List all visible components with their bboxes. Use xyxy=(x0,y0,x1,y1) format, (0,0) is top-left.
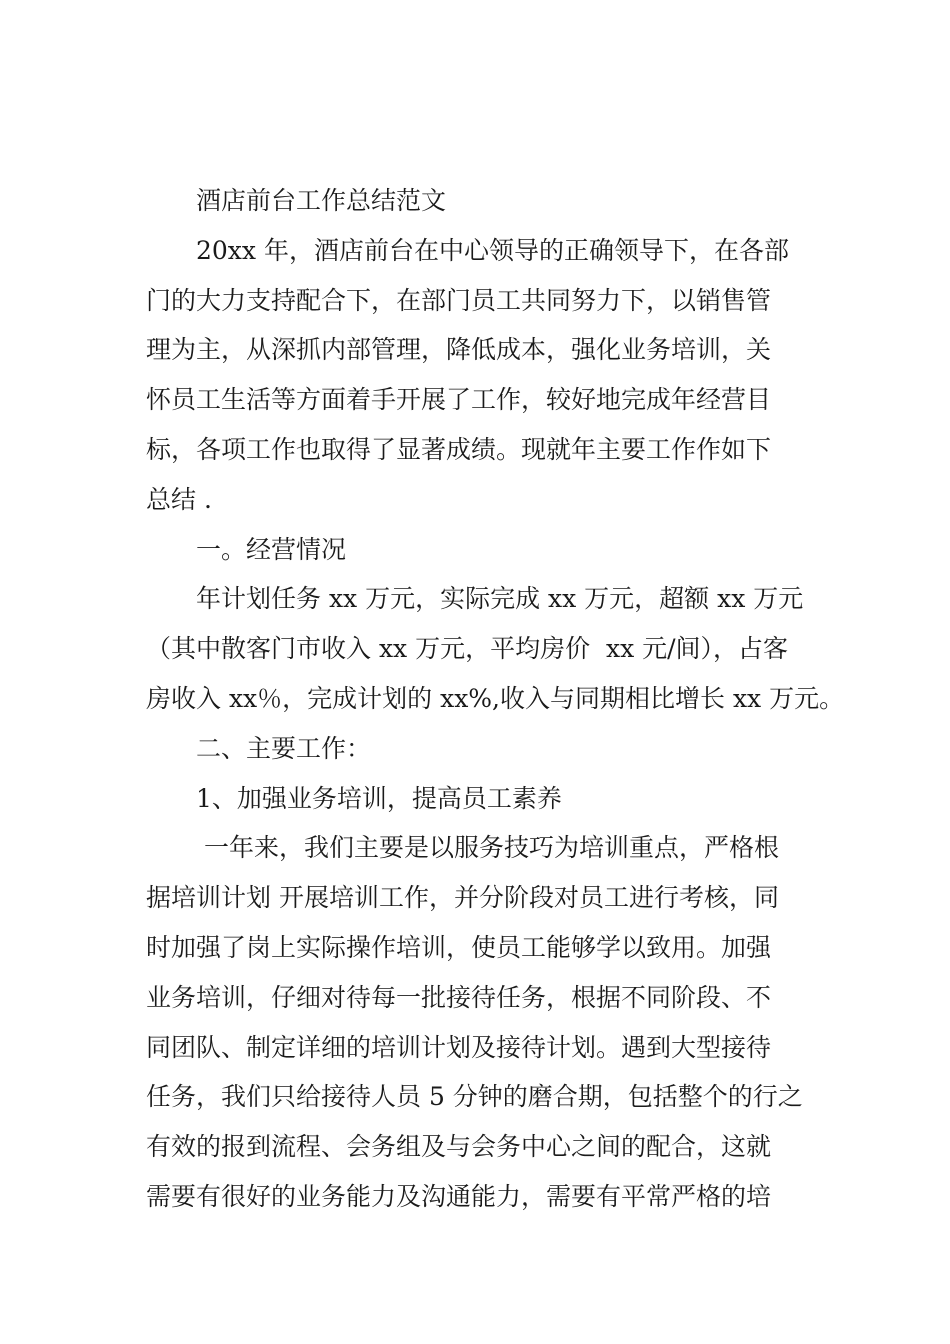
text-line: 据培训计划 开展培训工作，并分阶段对员工进行考核，同 xyxy=(146,883,779,913)
text-line: 业务培训，仔细对待每一批接待任务，根据不同阶段、不 xyxy=(146,982,772,1012)
text-line: 时加强了岗上实际操作培训，使员工能够学以致用。加强 xyxy=(146,932,772,962)
text-line: 理为主，从深抓内部管理，降低成本，强化业务培训，关 xyxy=(146,335,772,365)
text-line: 需要有很好的业务能力及沟通能力，需要有平常严格的培 xyxy=(146,1181,772,1211)
text-line: 房收入 xx％，完成计划的 xx%,收入与同期相比增长 xx 万元。 xyxy=(146,683,845,713)
text-line: 任务，我们只给接待人员 5 分钟的磨合期，包括整个的行之 xyxy=(146,1082,803,1112)
section-heading: 一。经营情况 xyxy=(196,534,347,564)
text-line: 一年来，我们主要是以服务技巧为培训重点，严格根 xyxy=(196,833,779,863)
text-line: 同团队、制定详细的培训计划及接待计划。遇到大型接待 xyxy=(146,1032,772,1062)
document-title: 酒店前台工作总结范文 xyxy=(196,186,447,215)
text-line: 总结 . xyxy=(146,484,212,514)
text-line: 门的大力支持配合下，在部门员工共同努力下，以销售管 xyxy=(146,285,772,315)
text-line: 标，各项工作也取得了显著成绩。现就年主要工作作如下 xyxy=(146,434,772,464)
document-body xyxy=(146,176,845,1222)
text-line: 20xx 年，酒店前台在中心领导的正确领导下，在各部 xyxy=(196,235,789,265)
text-line: （其中散客门市收入 xx 万元，平均房价 xx 元/间），占客 xyxy=(146,634,789,664)
text-line: 怀员工生活等方面着手开展了工作，较好地完成年经营目 xyxy=(146,385,772,415)
subsection-heading: 1、加强业务培训，提高员工素养 xyxy=(196,783,562,813)
section-heading: 二、主要工作： xyxy=(196,733,372,763)
text-line: 有效的报到流程、会务组及与会务中心之间的配合，这就 xyxy=(146,1132,772,1162)
text-line: 年计划任务 xx 万元，实际完成 xx 万元，超额 xx 万元 xyxy=(196,584,804,614)
